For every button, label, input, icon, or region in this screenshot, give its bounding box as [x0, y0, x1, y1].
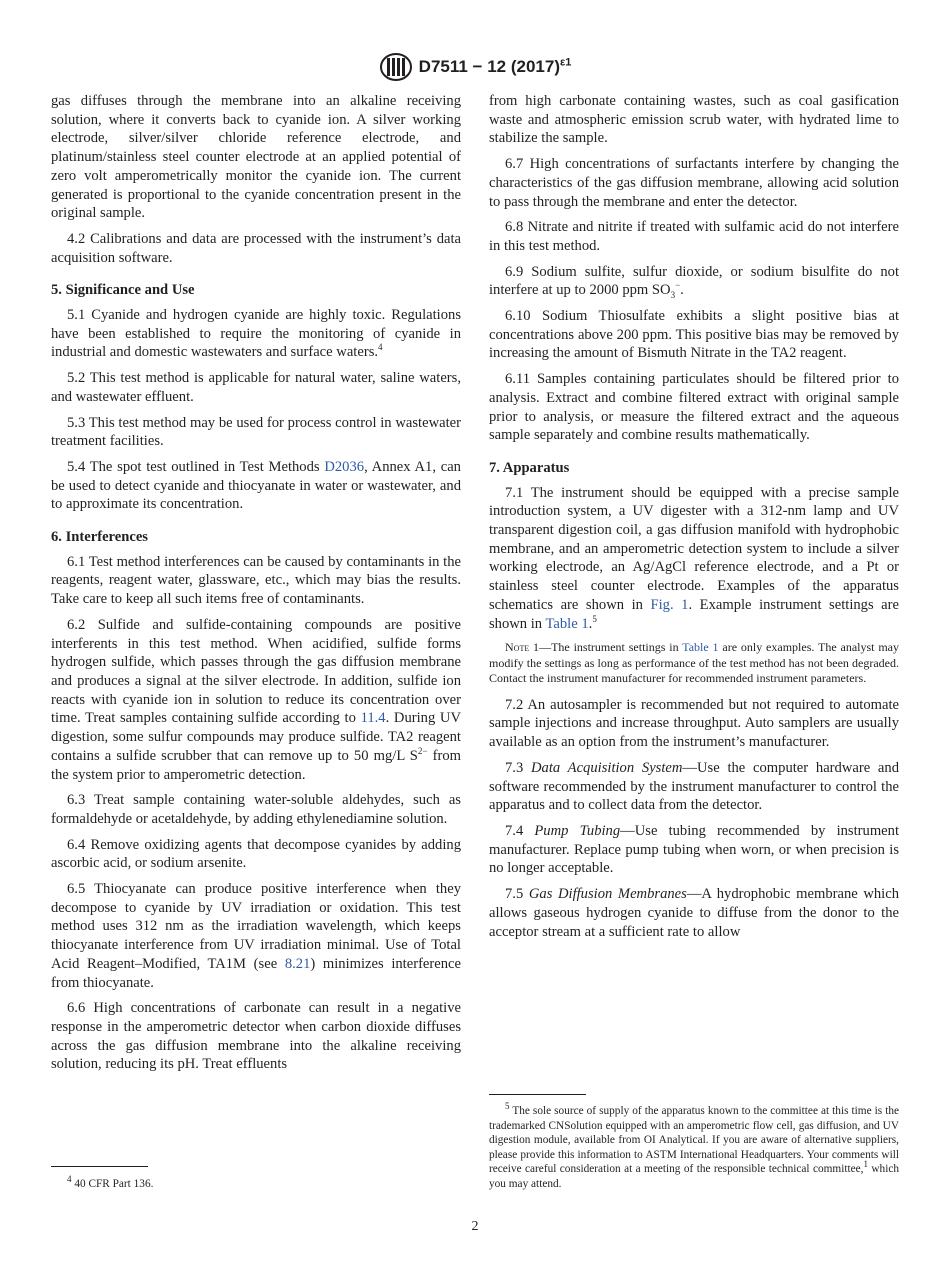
paragraph-7-5: 7.5 Gas Diffusion Membranes—A hydrophobic membrane which allows gaseous hydrogen cyanide to diffuse from the donor to the acceptor stream at a sufficient rate to allow	[489, 886, 900, 940]
page-number: 2	[471, 1219, 479, 1234]
link-11-4[interactable]: 11.4	[360, 710, 386, 727]
footnote-5: $^5$ The sole source of supply of the apparatus known to the committee at this time is the trademarked CNSolution equipped with an amperometric flow cell, gas diffusion, and UV digestion module, available from OI Analytical. If you are aware of alternative suppliers, please provide this information to ASTM International Headquarters. Your comments will receive careful consideration at a meeting of the responsible technical committee,$^1$ which you may attend.	[489, 1101, 899, 1190]
paragraph-6-10: 6.10 Sodium Thiosulfate exhibits a slight positive bias at concentrations above 200 ppm. This positive bias may be removed by increasing the amount of Bismuth Nitrate in the TA2 reagent.	[489, 308, 899, 362]
paragraph: gas diffuses through the membrane into an alkaline receiving solution, where it converts back to cyanide ion. A silver working electrode, silver/silver chloride reference electrode, and platinum/stainless steel counter electrode at an applied potential of zero volt amperometrically monitor the cyanide ion. The current generated is proportional to the cyanide concentration present in the original sample.	[51, 93, 461, 222]
designation-epsilon: ε1	[559, 56, 572, 69]
paragraph-7-4: 7.4 Pump Tubing—Use tubing recommended by instrument manufacturer. Replace pump tubing when worn, or when precision is no longer acceptable.	[489, 823, 899, 877]
designation: D7511 − 12 $(2017)^{\varepsilon 1}$	[418, 56, 572, 76]
paragraph-7-2: 7.2 An autosampler is recommended but not required to automate sample injections and increase throughput. Auto samplers are usually available as an option from the instrument’s manufacturer.	[489, 696, 899, 751]
paragraph-6-2: 6.2 Sulfide and sulfide-containing compounds are positive interferents in this test method. When acidified, sulfide forms hydrogen sulfide, which passes through the gas diffusion membrane and produces a signal at the silver electrode. In addition, sulfide ion reacts with cyanide ion in solution to reduce its concentration over time. Treat samples containing sulfide according to 11.4. During UV digestion, some sulfur compounds may produce sulfide. TA2 reagent contains a sulfide scrubber that can remove up to 50 mg/L $S^{2-}$ from the system prior to amperometric detection.	[51, 616, 462, 783]
section-heading-6: 6. Interferences	[51, 529, 148, 546]
paragraph-7-3: 7.3 Data Acquisition System—Use the computer hardware and software recommended by the instrument manufacturer to control the apparatus and to collect data from the detector.	[489, 759, 899, 814]
footnote-rule-left	[51, 1166, 148, 1167]
astm-logo-icon	[379, 52, 413, 82]
section-heading-7: 7. Apparatus	[489, 459, 570, 476]
footnote-4: $^4$ 40 CFR Part 136.	[67, 1174, 154, 1190]
link-d2036[interactable]: D2036	[324, 458, 365, 475]
paragraph-7-1: 7.1 The instrument should be equipped with a precise sample introduction system, a UV digester with a 312-nm lamp and UV transparent digestion coil, a gas diffusion manifold with hydrophobic membrane, and an amperometric detection system to include a silver working electrode, an Ag/AgCl reference electrode, and a Pt or stainless steel counter electrode. Examples of the apparatus schematics are shown in Fig. 1. Example instrument settings are shown in Table 1.$^5$	[489, 484, 900, 632]
paragraph-6-1: 6.1 Test method interferences can be caused by contaminants in the reagents, reagent water, glassware, etc., which may bias the results. Take care to keep all such items free of contaminants.	[51, 553, 461, 608]
note-1: Note 1—The instrument settings in Table 1 are only examples. The analyst may modify the settings as long as performance of the test method has not been degraded. Contact the instrument manufacturer for recommended instrument parameters.	[489, 640, 899, 686]
paragraph-5-3: 5.3 This test method may be used for process control in wastewater treatment facilities.	[51, 414, 461, 450]
footnote-ref: 4	[378, 342, 383, 353]
paragraph-6-4: 6.4 Remove oxidizing agents that decompose cyanides by adding ascorbic acid, or sodium arsenite.	[51, 836, 461, 872]
section-heading-5: 5. Significance and Use	[51, 282, 195, 299]
left-column	[51, 92, 461, 1081]
paragraph: from high carbonate containing wastes, such as coal gasification waste and atmospheric emission scrub water, with hydrated lime to stabilize the sample.	[489, 93, 899, 147]
link-table-1[interactable]: Table 1	[545, 615, 589, 632]
paragraph-4-2: 4.2 Calibrations and data are processed with the instrument’s data acquisition software.	[51, 230, 461, 266]
paragraph-6-3: 6.3 Treat sample containing water-soluble aldehydes, such as formaldehyde or acetaldehyde, by adding ethylenediamine solution.	[51, 792, 461, 827]
link-fig-1[interactable]: Fig. 1	[650, 596, 689, 613]
paragraph-6-6: 6.6 High concentrations of carbonate can result in a negative response in the amperometric detector when carbon dioxide diffuses across the gas diffusion membrane into the alkaline receiving solution, reducing its pH. Treat effluents	[51, 1000, 461, 1073]
link-table-1-note[interactable]: Table 1	[682, 640, 719, 655]
paragraph-5-2: 5.2 This test method is applicable for natural water, saline waters, and wastewater effluent.	[51, 370, 461, 405]
paragraph-5-1: 5.1 Cyanide and hydrogen cyanide are highly toxic. Regulations have been established to require the monitoring of cyanide in industrial and domestic wastewaters and surface waters.$^4$	[51, 307, 461, 361]
paragraph-6-11: 6.11 Samples containing particulates should be filtered prior to analysis. Extract and combine filtered extract with original sample prior to analysis, or measure the filtered extract and the aqueous sample separately and combine results mathematically.	[489, 371, 899, 444]
right-column	[489, 92, 899, 948]
footnote-rule-right	[489, 1094, 586, 1095]
paragraph-6-9: 6.9 Sodium sulfite, sulfur dioxide, or sodium bisulfite do not interfere at up to 2000 ppm $SO_3^-$.	[489, 263, 899, 301]
paragraph-6-5: 6.5 Thiocyanate can produce positive interference when they decompose to cyanide by UV irradiation or oxidation. This test method uses 312 nm as the irradiation wavelength, which keeps thiocyanate interference from UV irradiation minimal. Use of Total Acid Reagent–Modified, TA1M (see 8.21) minimizes interference from thiocyanate.	[51, 881, 461, 991]
paragraph-6-7: 6.7 High concentrations of surfactants interfere by changing the characteristics of the gas diffusion membrane, allowing acid solution to pass through the membrane and enter the detector.	[489, 156, 899, 210]
paragraph-5-4: 5.4 The spot test outlined in Test Methods D2036, Annex A1, can be used to detect cyanide and thiocyanate in water or wastewater, and to approximate its concentration.	[51, 458, 461, 513]
link-8-21[interactable]: 8.21	[284, 955, 311, 972]
paragraph-6-8: 6.8 Nitrate and nitrite if treated with sulfamic acid do not interfere in this test method.	[489, 219, 899, 254]
page-header	[0, 52, 950, 82]
